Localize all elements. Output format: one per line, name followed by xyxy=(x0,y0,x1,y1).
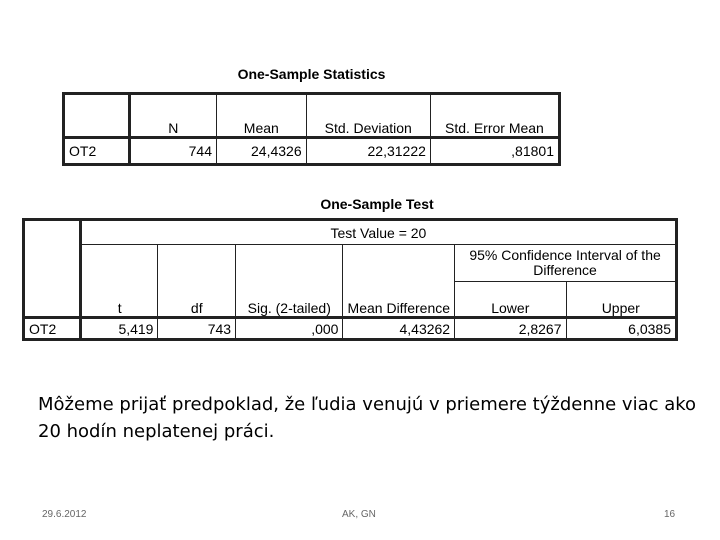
cell-upper: 6,0385 xyxy=(566,318,676,340)
header-upper: Upper xyxy=(566,282,676,318)
corner-cell xyxy=(24,220,81,318)
corner-cell xyxy=(64,94,130,138)
footer-author: AK, GN xyxy=(342,509,376,520)
one-sample-test-table xyxy=(22,218,678,341)
header-n: N xyxy=(129,94,216,138)
cell-t: 5,419 xyxy=(80,318,158,340)
cell-n: 744 xyxy=(129,138,216,165)
header-df: df xyxy=(158,245,236,318)
conclusion-text: Môžeme prijať predpoklad, že ľudia venujú v priemere týždenne viac ako 20 hodín neplatenej práci. xyxy=(38,394,697,442)
footer-page-number: 16 xyxy=(664,509,676,520)
cell-mean-difference: 4,43262 xyxy=(343,318,455,340)
row-label: OT2 xyxy=(24,318,81,340)
test-table-title: One-Sample Test xyxy=(320,196,434,212)
header-mean-difference: Mean Difference xyxy=(343,245,455,318)
header-sig: Sig. (2-tailed) xyxy=(236,245,343,318)
one-sample-statistics-table xyxy=(62,92,561,166)
cell-std-deviation: 22,31222 xyxy=(306,138,430,165)
row-label: OT2 xyxy=(64,138,130,165)
cell-mean: 24,4326 xyxy=(216,138,306,165)
header-std-error-mean: Std. Error Mean xyxy=(430,94,559,138)
header-std-deviation: Std. Deviation xyxy=(306,94,430,138)
cell-std-error-mean: ,81801 xyxy=(430,138,559,165)
ci-header: 95% Confidence Interval of the Difference xyxy=(455,245,677,282)
test-value-header: Test Value = 20 xyxy=(80,220,676,245)
cell-sig: ,000 xyxy=(236,318,343,340)
cell-lower: 2,8267 xyxy=(455,318,566,340)
cell-df: 743 xyxy=(158,318,236,340)
stats-table-title: One-Sample Statistics xyxy=(237,66,386,82)
footer-date: 29.6.2012 xyxy=(42,509,87,520)
header-t: t xyxy=(80,245,158,318)
header-mean: Mean xyxy=(216,94,306,138)
header-lower: Lower xyxy=(455,282,566,318)
